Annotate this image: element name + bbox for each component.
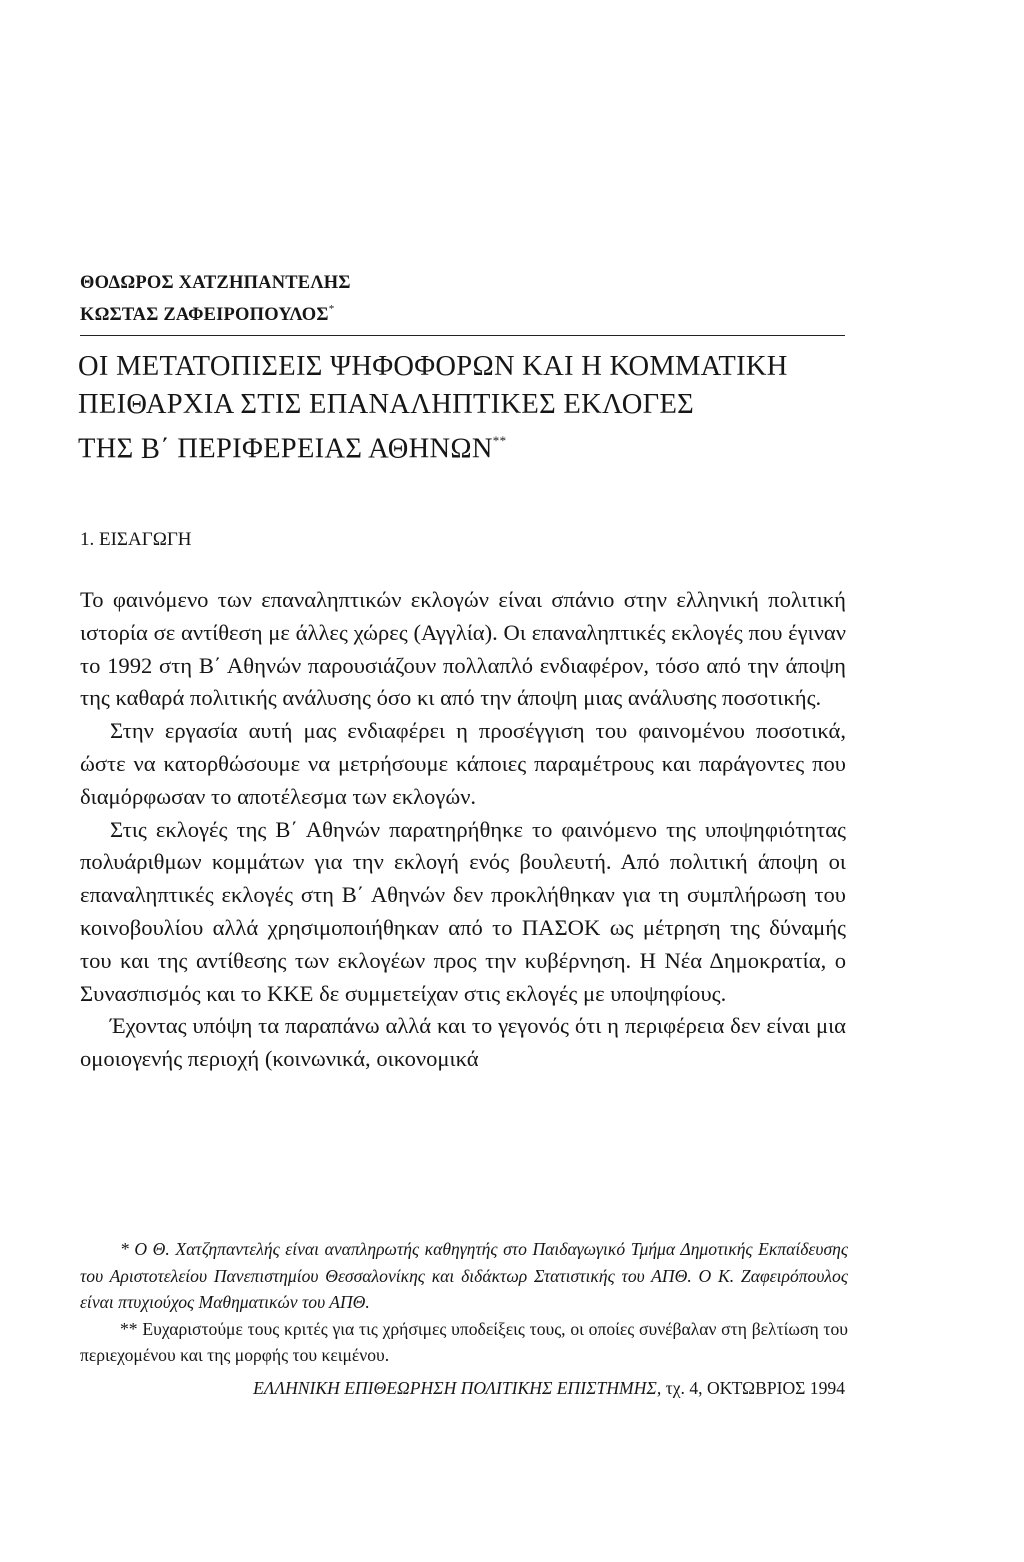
journal-name: ΕΛΛΗΝΙΚΗ ΕΠΙΘΕΩΡΗΣΗ ΠΟΛΙΤΙΚΗΣ ΕΠΙΣΤΗΜΗΣ, — [253, 1378, 662, 1398]
author-name-2: ΚΩΣΤΑΣ ΖΑΦΕΙΡΟΠΟΥΛΟΣ — [80, 305, 329, 326]
footnote-author-affiliation: * Ο Θ. Χατζηπαντελής είναι αναπληρωτής καθηγητής στο Παιδαγωγικό Τμήμα Δημοτικής Εκπαίδευσης του Αριστοτελείου Πανεπιστημίου Θεσσαλονίκης και διδάκτωρ Στατιστικής του ΑΠΘ. Ο Κ. Ζαφειρόπουλος είναι πτυχιούχος Μαθηματικών του ΑΠΘ. — [80, 1239, 848, 1313]
body-paragraph-3: Στις εκλογές της Β΄ Αθηνών παρατηρήθηκε το φαινόμενο της υποψηφιότητας πολυάριθμων κομμάτων για την εκλογή ενός βουλευτή. Από πολιτική άποψη οι επαναληπτικές εκλογές στη Β΄ Αθηνών δεν προκλήθηκαν για τη συμπλήρωση του κοινοβουλίου αλλά χρησιμοποιήθηκαν από το ΠΑΣΟΚ ως μέτρηση της δύναμής του και της αντίθεσης των εκλογέων προς την κυβέρνηση. Η Νέα Δημοκρατία, ο Συνασπισμός και το ΚΚΕ δε συμμετείχαν στις εκλογές με υποψηφίους. — [80, 816, 846, 1006]
journal-footer — [80, 1376, 845, 1400]
body-paragraph-4: Έχοντας υπόψη τα παραπάνω αλλά και το γεγονός ότι η περιφέρεια δεν είναι μια ομοιογενής περιοχή (κοινωνικά, οικονομικά — [80, 1013, 846, 1072]
title-divider — [80, 335, 845, 336]
body-paragraph-1: Το φαινόμενο των επαναληπτικών εκλογών είναι σπάνιο στην ελληνική πολιτική ιστορία σε αντίθεση με άλλες χώρες (Αγγλία). Οι επαναληπτικές εκλογές που έγιναν το 1992 στη Β΄ Αθηνών παρουσιάζουν πολλαπλό ενδιαφέρον, τόσο από την άποψη της καθαρά πολιτικής ανάλυσης όσο κι από την άποψη μιας ανάλυσης ποσοτικής. — [80, 587, 846, 711]
title-line-3-row — [78, 424, 848, 469]
article-title — [78, 348, 848, 469]
section-heading: 1. ΕΙΣΑΓΩΓΗ — [80, 529, 192, 550]
footnote-acknowledgement: ** Ευχαριστούμε τους κριτές για τις χρήσιμες υποδείξεις τους, οι οποίες συνέβαλαν στη βελτίωση του περιεχομένου και της μορφής του κειμένου. — [80, 1318, 848, 1366]
author-name-2-line — [80, 297, 840, 329]
author-footnote-mark: * — [328, 303, 335, 315]
article-body — [80, 584, 846, 1076]
author-block — [80, 270, 840, 329]
footnotes — [80, 1236, 848, 1369]
title-line-3: ΤΗΣ Β΄ ΠΕΡΙΦΕΡΕΙΑΣ ΑΘΗΝΩΝ — [78, 433, 493, 465]
title-footnote-mark: ** — [492, 433, 507, 448]
title-line-1: ΟΙ ΜΕΤΑΤΟΠΙΣΕΙΣ ΨΗΦΟΦΟΡΩΝ ΚΑΙ Η ΚΟΜΜΑΤΙΚΗ — [78, 351, 788, 382]
title-line-2: ΠΕΙΘΑΡΧΙΑ ΣΤΙΣ ΕΠΑΝΑΛΗΠΤΙΚΕΣ ΕΚΛΟΓΕΣ — [78, 389, 695, 420]
author-name-1: ΘΟΔΩΡΟΣ ΧΑΤΖΗΠΑΝΤΕΛΗΣ — [80, 273, 351, 293]
journal-issue: τχ. 4, ΟΚΤΩΒΡΙΟΣ 1994 — [665, 1378, 845, 1398]
body-paragraph-2: Στην εργασία αυτή μας ενδιαφέρει η προσέγγιση του φαινομένου ποσοτικά, ώστε να κατορθώσουμε να μετρήσουμε κάποιες παραμέτρους και παράγοντες που διαμόρφωσαν το αποτέλεσμα των εκλογών. — [80, 718, 846, 809]
